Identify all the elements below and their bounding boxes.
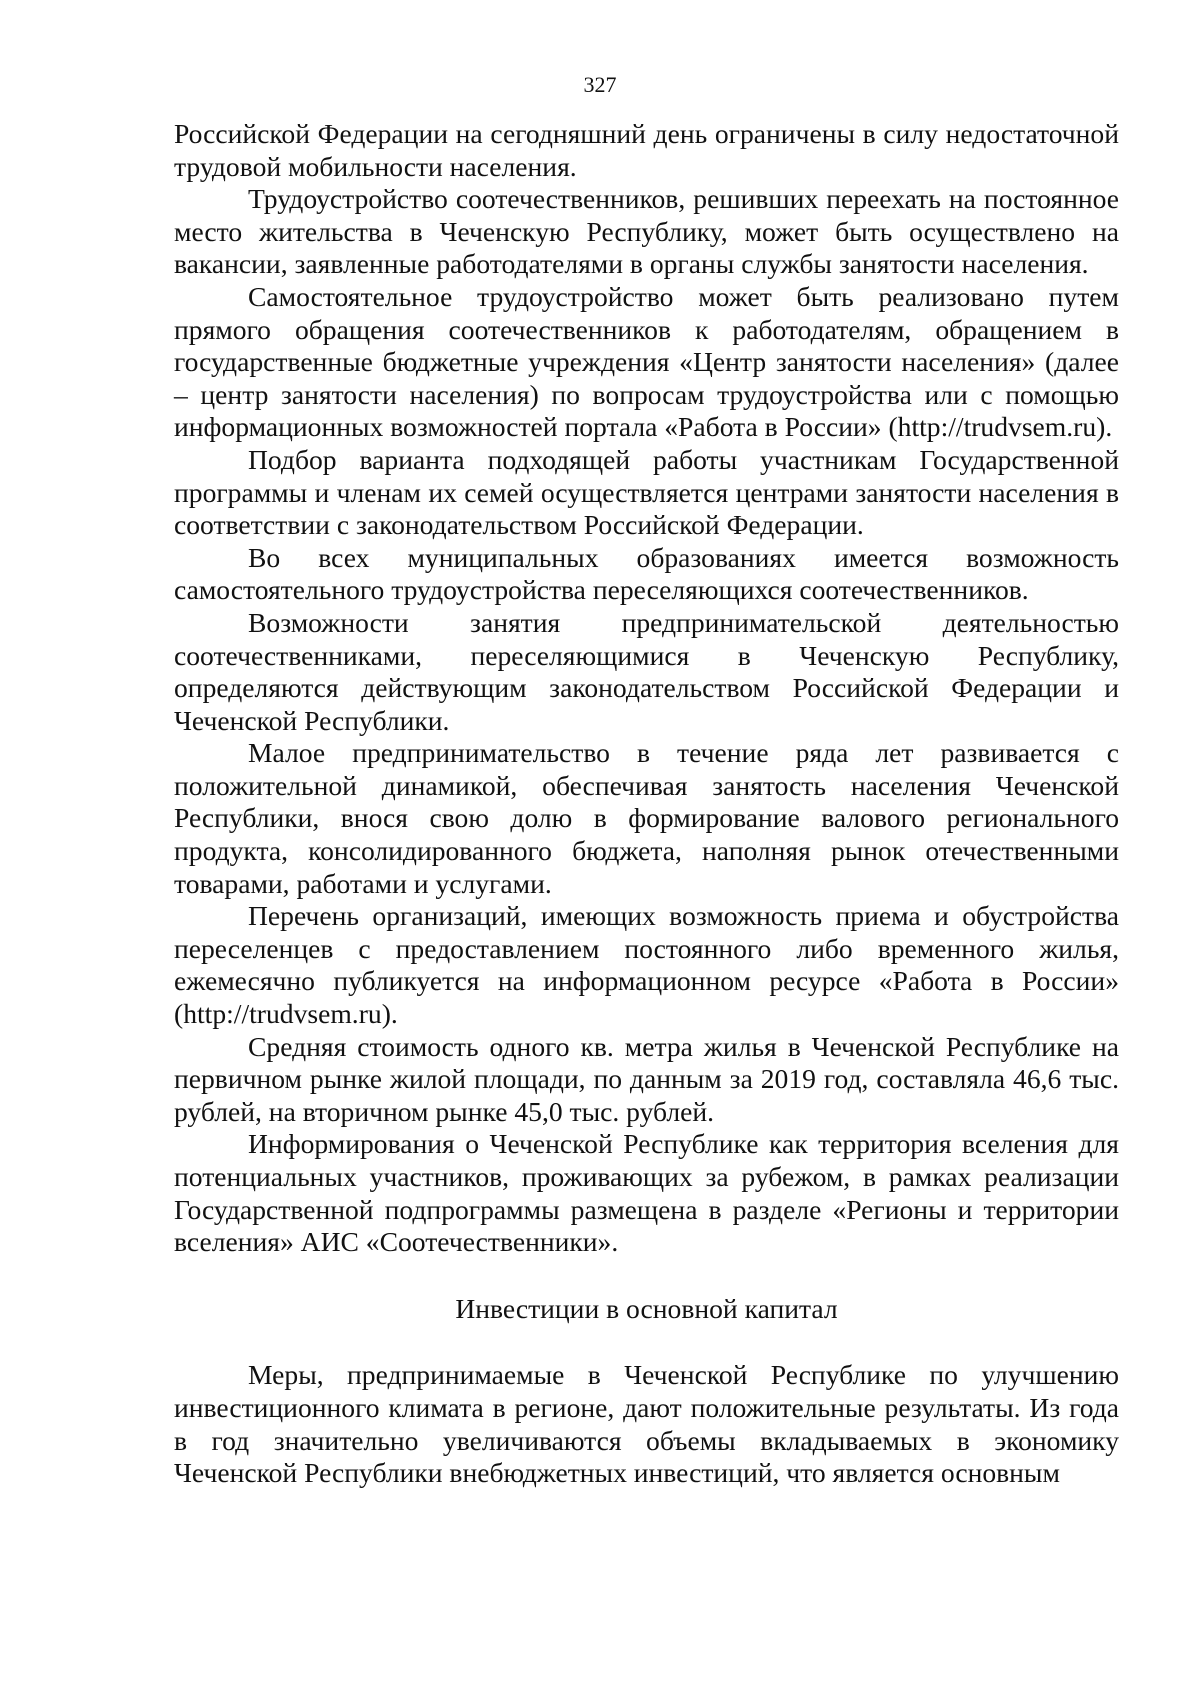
paragraph-investment-climate: Меры, предпринимаемые в Чеченской Республике по улучшению инвестиционного климата в регионе, дают положительные результаты. Из года в год значительно увеличиваются объемы вкладываемых в экономику Чеченской Республики внебюджетных инвестиций, что является основным — [174, 1359, 1119, 1489]
paragraph-self-employment: Самостоятельное трудоустройство может быть реализовано путем прямого обращения соотечественников к работодателям, обращением в государственные бюджетные учреждения «Центр занятости населения» (далее – центр занятости населения) по вопросам трудоустройства или с помощью информационных возможностей портала «Работа в России» (http://trudvsem.ru). — [174, 280, 1119, 443]
section-heading: Инвестиции в основной капитал — [455, 1292, 838, 1324]
paragraph-housing-cost: Средняя стоимость одного кв. метра жилья в Чеченской Республике на первичном рынке жилой площади, по данным за 2019 год, составляла 46,6 тыс. рублей, на вторичном рынке 45,0 тыс. рублей. — [174, 1030, 1119, 1127]
page-number: 327 — [583, 72, 617, 97]
document-body — [174, 118, 1119, 1490]
paragraph-job-selection: Подбор варианта подходящей работы участникам Государственной программы и членам их семей осуществляется центрами занятости населения в соответствии с законодательством Российской Федерации. — [174, 443, 1119, 541]
paragraph-continuation: Российской Федерации на сегодняшний день ограничены в силу недостаточной трудовой мобильности населения. — [174, 118, 1119, 182]
paragraph-municipal-opportunities: Во всех муниципальных образованиях имеется возможность самостоятельного трудоустройства переселяющихся соотечественников. — [174, 541, 1119, 606]
paragraph-organizations-list: Перечень организаций, имеющих возможность приема и обустройства переселенцев с предоставлением постоянного либо временного жилья, ежемесячно публикуется на информационном ресурсе «Работа в России» (http://trudvsem.ru). — [174, 900, 1119, 1030]
paragraph-entrepreneurship: Возможности занятия предпринимательской деятельностью соотечественниками, переселяющимися в Чеченскую Республику, определяются действующим законодательством Российской Федерации и Чеченской Республики. — [174, 606, 1119, 736]
paragraph-employment-vacancies: Трудоустройство соотечественников, решивших переехать на постоянное место жительства в Чеченскую Республику, может быть осуществлено на вакансии, заявленные работодателями в органы службы занятости населения. — [174, 183, 1119, 280]
paragraph-small-business: Малое предпринимательство в течение ряда лет развивается с положительной динамикой, обеспечивая занятость населения Чеченской Республики, внося свою долю в формирование валового регионального продукта, консолидированного бюджета, наполняя рынок отечественными товарами, работами и услугами. — [174, 737, 1119, 899]
paragraph-information: Информирования о Чеченской Республике как территория вселения для потенциальных участников, проживающих за рубежом, в рамках реализации Государственной подпрограммы размещена в разделе «Регионы и территории вселения» АИС «Соотечественники». — [174, 1128, 1119, 1258]
